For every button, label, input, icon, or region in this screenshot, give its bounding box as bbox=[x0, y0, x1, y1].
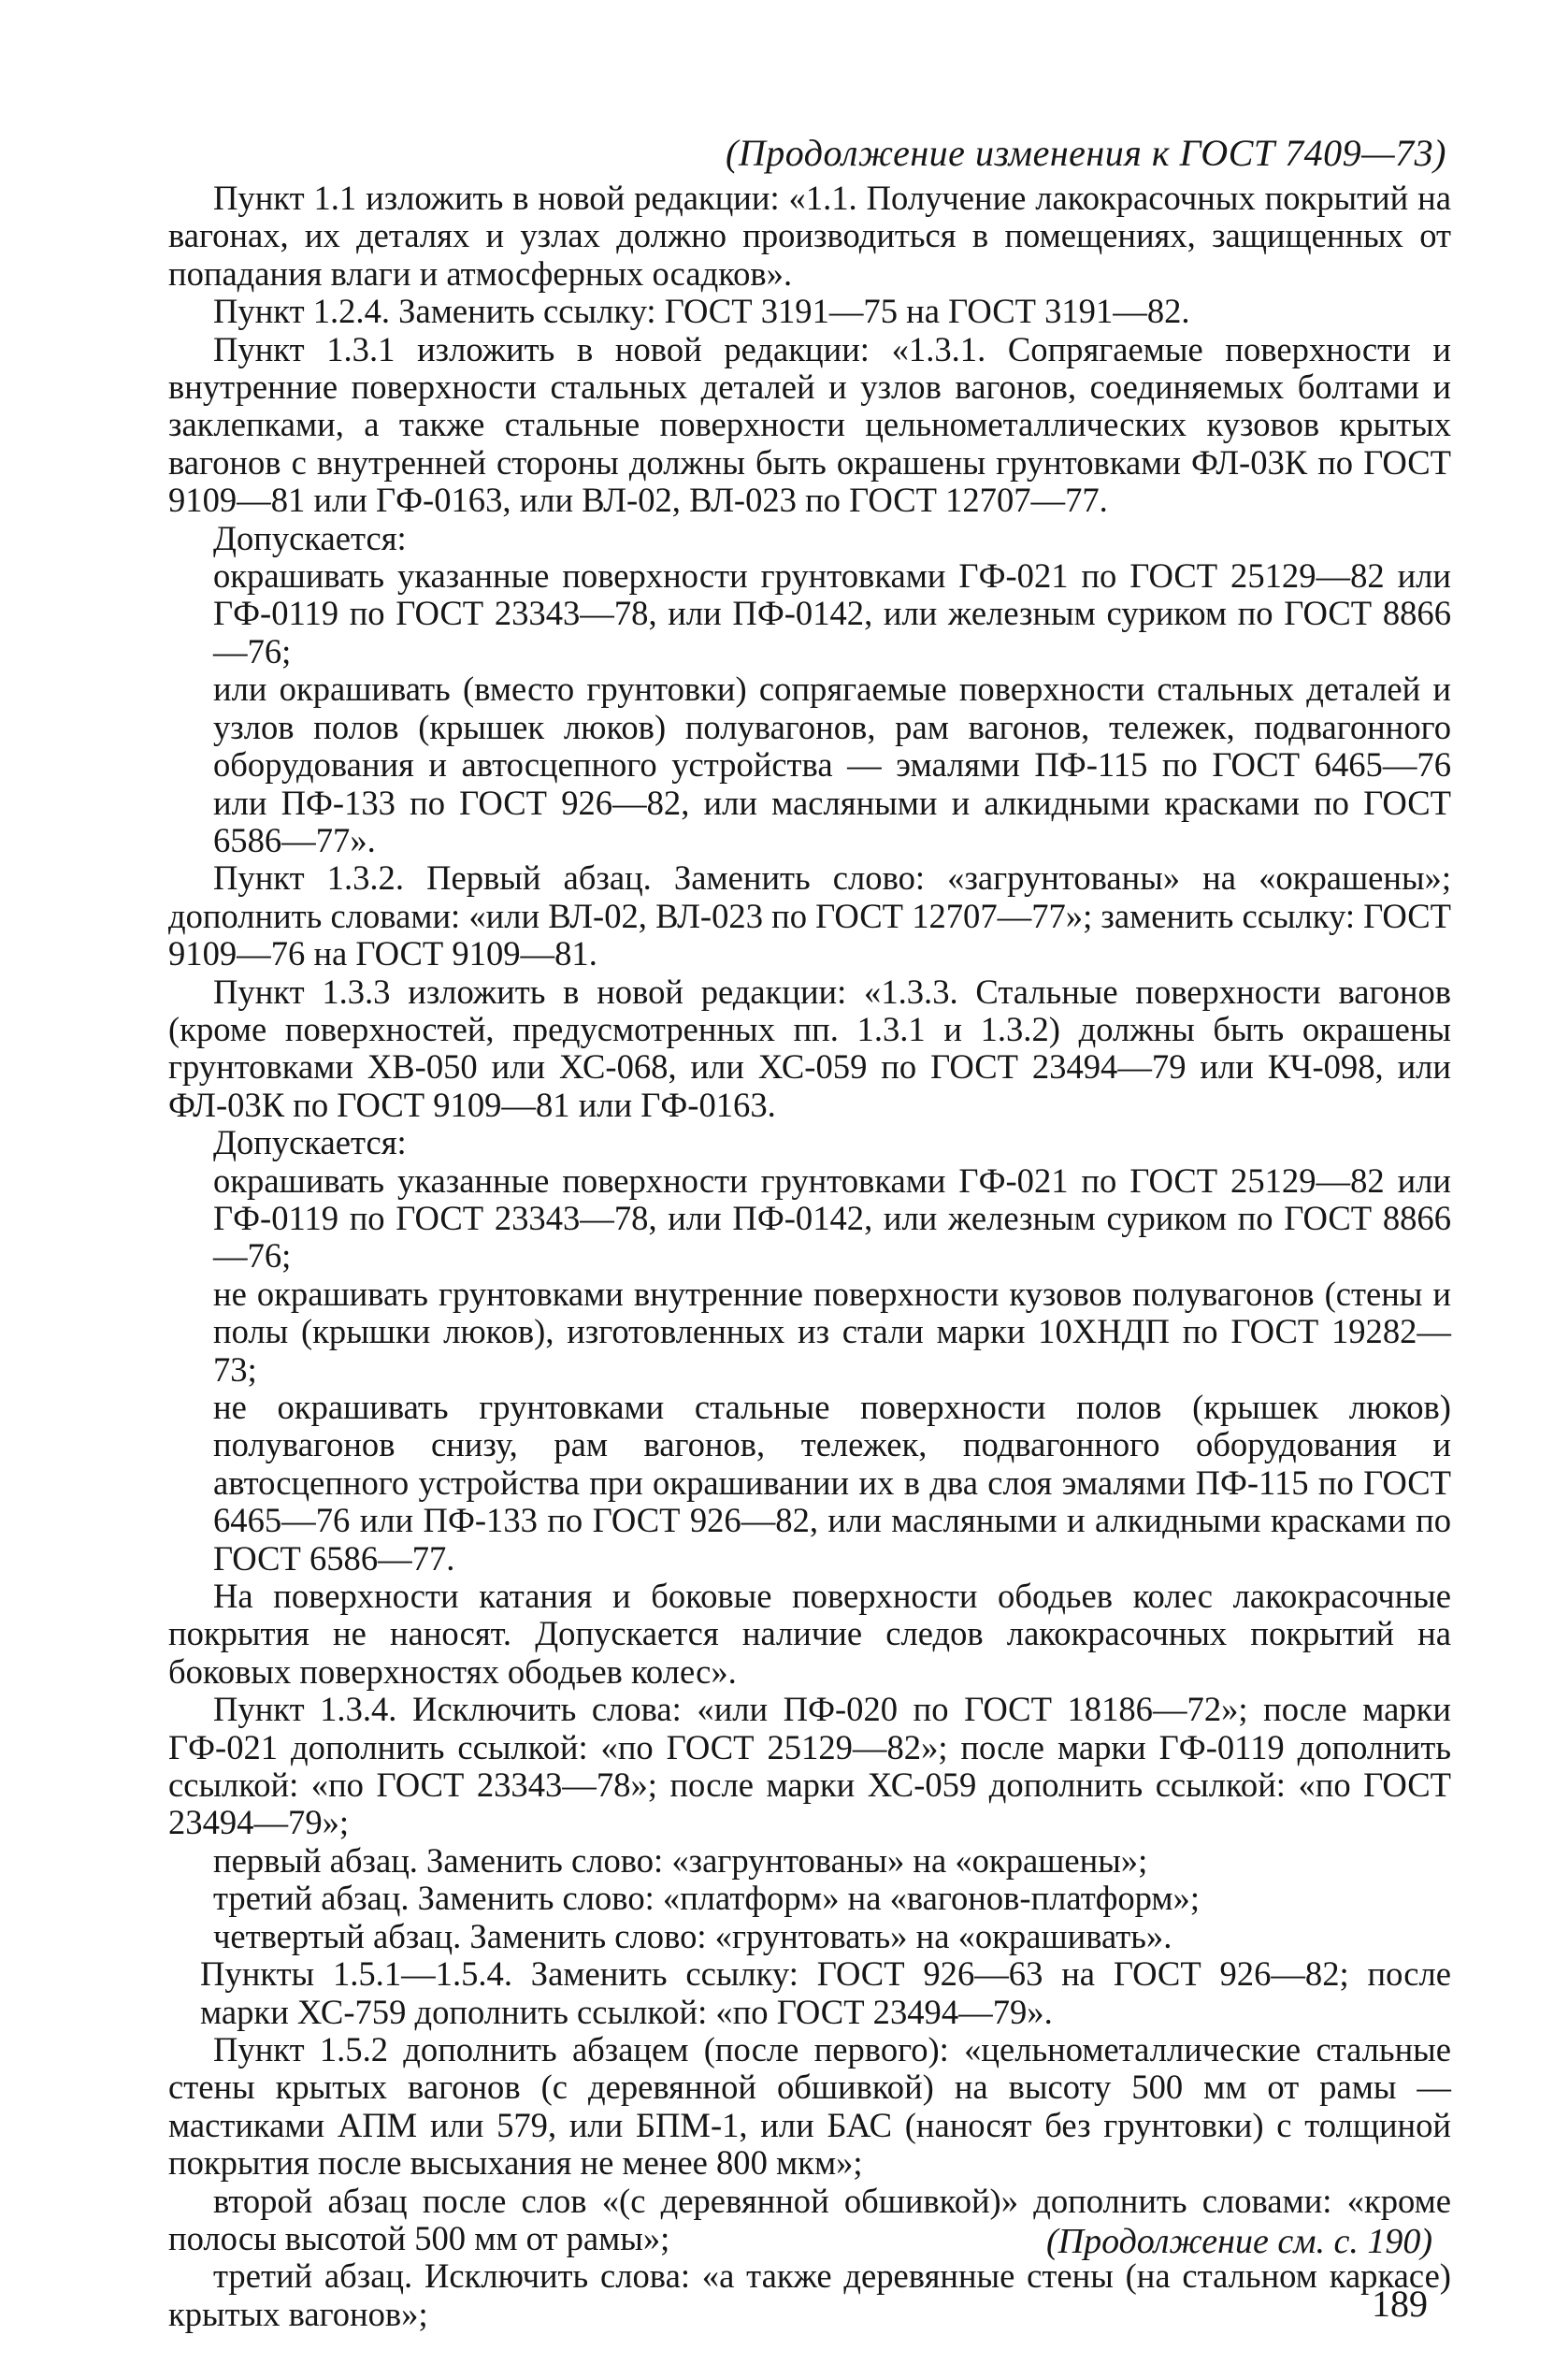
paragraph: Допускается: bbox=[213, 1123, 407, 1162]
paragraph: окрашивать указанные поверхности грунтовками ГФ-021 по ГОСТ 25129—82 или ГФ-0119 по ГОСТ 23343—78, или ПФ-0142, или железным суриком по ГОСТ 8866—76; bbox=[213, 1160, 1451, 1276]
paragraph: или окрашивать (вместо грунтовки) сопрягаемые поверхности стальных деталей и узлов полов (крышек люков) полувагонов, рам вагонов, тележек, подвагонного оборудования и автосцепного устройства — эмалями ПФ-115 по ГОСТ 6465—76 или ПФ-133 по ГОСТ 926—82, или масляными и алкидными красками по ГОСТ 6586—77». bbox=[213, 670, 1451, 859]
paragraph: Пункт 1.3.3 изложить в новой редакции: «1.3.3. Стальные поверхности вагонов (кроме поверхностей, предусмотренных пп. 1.3.1 и 1.3.2) должны быть окрашены грунтовками ХВ-050 или ХС-068, или ХС-059 по ГОСТ 23494—79 или КЧ-098, или ФЛ-03К по ГОСТ 9109—81 или ГФ-0163. bbox=[168, 972, 1451, 1124]
continuation-header: (Продолжение изменения к ГОСТ 7409—73) bbox=[726, 132, 1446, 174]
paragraph: Пункт 1.2.4. Заменить ссылку: ГОСТ 3191—75 на ГОСТ 3191—82. bbox=[213, 292, 1190, 331]
continuation-footer: (Продолжение см. с. 190) bbox=[1045, 2222, 1432, 2261]
page-number: 189 bbox=[1372, 2283, 1428, 2325]
paragraph: Пункт 1.3.2. Первый абзац. Заменить слово: «загрунтованы» на «окрашены»; дополнить словами: «или ВЛ-02, ВЛ-023 по ГОСТ 12707—77»; заменить ссылку: ГОСТ 9109—76 на ГОСТ 9109—81. bbox=[168, 858, 1451, 973]
paragraph: первый абзац. Заменить слово: «загрунтованы» на «окрашены»; bbox=[213, 1840, 1148, 1880]
paragraph: второй абзац после слов «(с деревянной обшивкой)» дополнить словами: «кроме полосы высотой 500 мм от рамы»; bbox=[168, 2181, 1451, 2257]
paragraph: Допускается: bbox=[213, 518, 407, 557]
paragraph: На поверхности катания и боковые поверхности ободьев колес лакокрасочные покрытия не наносят. Допускается наличие следов лакокрасочных покрытий на боковых поверхностях ободьев колес». bbox=[168, 1577, 1451, 1691]
paragraph: третий абзац. Заменить слово: «платформ» на «вагонов-платформ»; bbox=[213, 1879, 1201, 1918]
body-text bbox=[168, 180, 1451, 2333]
paragraph: Пункт 1.5.2 дополнить абзацем (после первого): «цельнометаллические стальные стены крытых вагонов (с деревянной обшивкой) на высоту 500 мм от рамы — мастиками АПМ или 579, или БПМ-1, или БАС (наносят без грунтовки) с толщиной покрытия после высыхания не менее 800 мкм»; bbox=[168, 2029, 1451, 2183]
paragraph: Пункт 1.3.4. Исключить слова: «или ПФ-020 по ГОСТ 18186—72»; после марки ГФ-021 дополнить ссылкой: «по ГОСТ 25129—82»; после марки ГФ-0119 дополнить ссылкой: «по ГОСТ 23343—78»; после марки ХС-059 дополнить ссылкой: «по ГОСТ 23494—79»; bbox=[168, 1690, 1451, 1842]
paragraph: третий абзац. Исключить слова: «а также деревянные стены (на стальном каркасе) крытых вагонов»; bbox=[168, 2256, 1451, 2333]
paragraph: четвертый абзац. Заменить слово: «грунтовать» на «окрашивать». bbox=[213, 1916, 1172, 1955]
paragraph: не окрашивать грунтовками внутренние поверхности кузовов полувагонов (стены и полы (крышки люков), изготовленных из стали марки 10ХНДП по ГОСТ 19282—73; bbox=[213, 1274, 1451, 1389]
paragraph: Пункты 1.5.1—1.5.4. Заменить ссылку: ГОСТ 926—63 на ГОСТ 926—82; после марки ХС-759 дополнить ссылкой: «по ГОСТ 23494—79». bbox=[200, 1954, 1451, 2031]
paragraph: Пункт 1.1 изложить в новой редакции: «1.1. Получение лакокрасочных покрытий на вагонах, их деталях и узлах должно производиться в помещениях, защищенных от попадания влаги и атмосферных осадков». bbox=[168, 179, 1451, 293]
paragraph: окрашивать указанные поверхности грунтовками ГФ-021 по ГОСТ 25129—82 или ГФ-0119 по ГОСТ 23343—78, или ПФ-0142, или железным суриком по ГОСТ 8866—76; bbox=[213, 556, 1451, 670]
paragraph: Пункт 1.3.1 изложить в новой редакции: «1.3.1. Сопрягаемые поверхности и внутренние поверхности стальных деталей и узлов вагонов, соединяемых болтами и заклепками, а также стальные поверхности цельнометаллических кузовов крытых вагонов с внутренней стороны должны быть окрашены грунтовками ФЛ-03К по ГОСТ 9109—81 или ГФ-0163, или ВЛ-02, ВЛ-023 по ГОСТ 12707—77. bbox=[168, 329, 1451, 520]
paragraph: не окрашивать грунтовками стальные поверхности полов (крышек люков) полувагонов снизу, рам вагонов, тележек, подвагонного оборудования и автосцепного устройства при окрашивании их в два слоя эмалями ПФ-115 по ГОСТ 6465—76 или ПФ-133 по ГОСТ 926—82, или масляными и алкидными красками по ГОСТ 6586—77. bbox=[213, 1388, 1451, 1578]
